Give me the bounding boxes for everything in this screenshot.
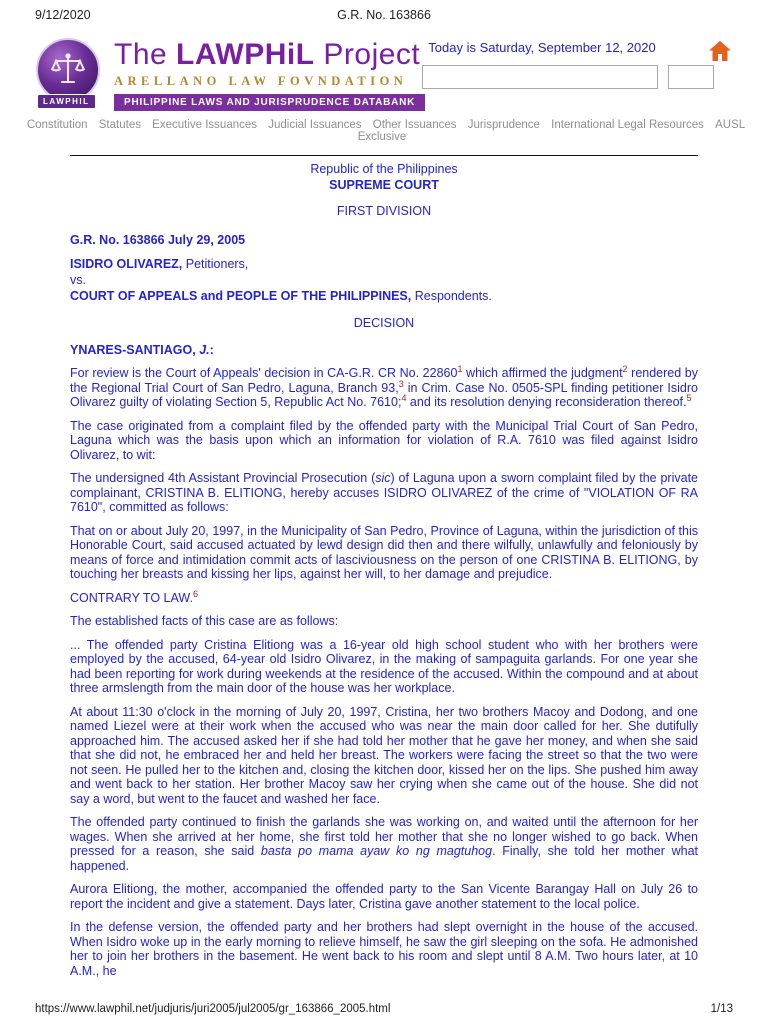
nav-item-statutes[interactable]: Statutes [98,119,141,131]
footnote-ref[interactable]: 4 [401,392,407,403]
text-run: In the defense version, the offended party and her brothers had slept overnight in the house of the accused. When Isidro woke up in the early morning to relieve himself, he saw the girl sleeping on the sofa. He admonished her to join her brothers in the basement. He went back to his room and slept until 8 A.M. Two hours later, at 10 A.M., he [70,920,698,978]
text-run: The established facts of this case are as follows: [70,614,339,629]
text-run: At about 11:30 o'clock in the morning of July 20, 1997, Cristina, her two brothers Macoy and Dodong, and one named Liezel were at their work when the accused who was near the main door called for her. She dutifully approached him. The accused asked her if she had told her mother that he gave her money, and when she said that she did not, he embraced her and held her breast. The workers were facing the street so that the two were not seen. He pulled her to the kitchen and, closing the kitchen door, kissed her on the lips. She pushed him away and went back to her station. Her brother Macoy saw her crying when she came out of the house. She did not say a word, but went to the faucet and washed her face. [70,704,698,806]
text-run: ... The offended party Cristina Elitiong was a 16-year old high school student who with her brothers were employed by the accused, 64-year old Isidro Olivarez, in the making of sampaguita garlands. For one year she had been reporting for work during weekends at the residence of the accused. Within the compound and at about three armslength from the main door of the house was her workplace. [70,637,698,696]
parties-block [70,257,698,304]
paragraph [70,471,698,515]
nav-item-executive-issuances[interactable]: Executive Issuances [152,119,258,131]
print-date: 9/12/2020 [35,8,91,22]
footnote-ref[interactable]: 3 [398,378,404,389]
logo-ribbon-label: LAWPHIL [37,94,96,109]
italic-text: basta po mama ayaw ko ng magtuhog [260,844,493,859]
petitioner-line [70,257,698,273]
ponente-line [70,343,698,358]
nav-item-other-issuances[interactable]: Other Issuances [372,119,457,131]
paragraph [70,882,698,911]
site-header [36,38,732,126]
text-run: rendered by the Regional Trial Court of San Pedro, Laguna, Branch 93, [70,366,699,395]
doc-division-line: FIRST DIVISION [336,204,432,219]
footnote-ref[interactable]: 1 [457,363,463,374]
italic-text: sic [375,471,391,486]
text-run: Aurora Elitiong, the mother, accompanied the offended party to the San Vicente Barangay Hall on July 26 to report the incident and give a statement. Days later, Cristina gave another statement to the local police. [70,882,698,911]
respondent-line [70,289,698,305]
lawphil-logo[interactable] [36,38,106,122]
decision-heading: DECISION [353,316,415,331]
header-right-area [422,40,714,89]
decision-body [70,363,699,978]
text-run: The offended party continued to finish the garlands she was working on, and waited until the afternoon for her wages. When she arrived at her home, she first told her mother that she no longer wished to go back. When pressed for a reason, she said [70,815,698,859]
text-run: which affirmed the judgment [462,366,623,381]
paragraph [70,363,699,410]
paragraph [70,588,698,606]
home-icon[interactable] [708,40,732,62]
respondent-name: COURT OF APPEALS and PEOPLE OF THE PHILIPPINES, [70,288,412,303]
divider-rule [70,155,698,156]
footer-url: https://www.lawphil.net/judjuris/juri2005/jul2005/gr_163866_2005.html [35,1003,391,1015]
footnote-ref[interactable]: 6 [192,588,198,599]
case-number-line: G.R. No. 163866 July 29, 2005 [70,232,246,247]
site-title-lawphil: LAWPHiL [176,38,315,71]
nav-item-jurisprudence[interactable]: Jurisprudence [467,119,540,131]
search-input[interactable] [422,65,658,89]
ponente-name: YNARES-SANTIAGO, [70,342,200,357]
text-run: in Crim. Case No. 0505-SPL finding petitioner Isidro Olivarez guilty of violating Section 5, Republic Act No. 7610; [70,380,698,410]
today-date-text: Today is Saturday, September 12, 2020 [428,40,656,55]
site-title-project: Project [323,38,421,71]
print-case-title: G.R. No. 163866 [337,8,431,22]
print-header [0,8,768,24]
footnote-ref[interactable]: 2 [622,363,628,374]
respondent-role: Respondents. [411,288,492,303]
text-run: and its resolution denying reconsideration thereof. [406,395,687,410]
scales-of-justice-icon [36,38,100,102]
nav-item-international-legal-resources[interactable]: International Legal Resources [551,119,704,131]
nav-item-ausl-exclusive[interactable]: AUSL Exclusive [357,119,746,143]
petitioner-name: ISIDRO OLIVAREZ, [70,257,183,272]
print-footer [35,1003,733,1015]
paragraph [70,815,698,873]
paragraph [70,638,698,696]
text-run: . Finally, she told her mother what happened. [70,844,699,873]
footer-page-indicator: 1/13 [710,1003,733,1015]
search-button[interactable] [668,65,714,89]
text-run: ) of Laguna upon a sworn complaint filed by the private complainant, CRISTINA B. ELITIONG, hereby accuses ISIDRO OLIVAREZ of the crime of "VIOLATION OF RA 7610", committed as follows: [70,471,698,515]
paragraph [70,419,698,463]
text-run: The undersigned 4th Assistant Provincial Prosecution ( [70,471,376,486]
foundation-label: ARELLANO LAW FOVNDATION [114,74,408,88]
petitioner-role: Petitioners, [182,257,249,272]
text-run: For review is the Court of Appeals' decision in CA-G.R. CR No. 22860 [70,366,458,381]
text-run: CONTRARY TO LAW. [70,590,193,605]
doc-court-line: SUPREME COURT [329,177,439,192]
decision-document [70,162,698,987]
doc-republic-line: Republic of the Philippines [310,162,458,176]
text-run: The case originated from a complaint filed by the offended party with the Municipal Trial Court of San Pedro, Laguna which was the basis upon which an information for violation of R.A. 7610 was filed against Isidro Olivarez, to wit: [70,418,698,462]
footnote-ref[interactable]: 5 [686,392,692,403]
ponente-j: J. [199,342,210,357]
text-run: That on or about July 20, 1997, in the Municipality of San Pedro, Province of Laguna, within the jurisdiction of this Honorable Court, said accused actuated by lewd design did then and there wilfully, unlawfully and feloniously by means of force and intimidation commit acts of lasciviousness on the person of one CRISTINA B. ELITIONG, by touching her breasts and kissing her lips, against her will, to her damage and prejudice. [70,523,698,582]
ponente-colon: : [209,342,214,357]
paragraph [70,524,698,582]
nav-item-constitution[interactable]: Constitution [26,119,88,131]
search-row [422,65,714,89]
nav-item-judicial-issuances[interactable]: Judicial Issuances [268,119,362,131]
versus-line: vs. [70,272,86,287]
databank-banner: PHILIPPINE LAWS AND JURISPRUDENCE DATABANK [114,94,425,111]
paragraph [70,920,698,978]
main-nav [0,119,768,143]
paragraph [70,614,698,629]
site-title-the: The [114,38,168,71]
paragraph [70,705,698,807]
